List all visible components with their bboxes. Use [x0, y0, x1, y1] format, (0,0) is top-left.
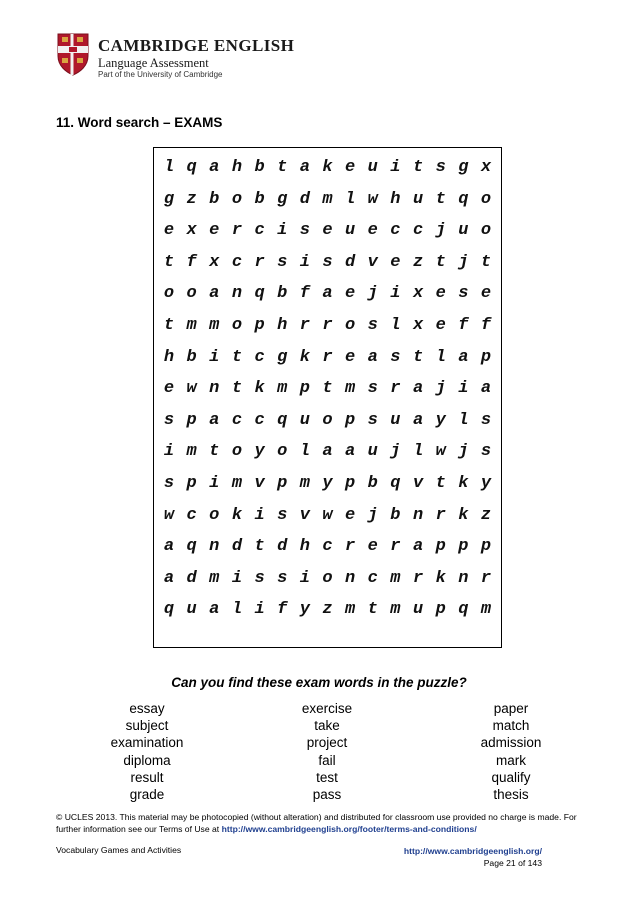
grid-letter: k — [458, 474, 469, 493]
grid-letter: j — [367, 284, 378, 304]
grid-letter: a — [163, 568, 175, 588]
grid-letter: n — [209, 537, 220, 557]
grid-letter: l — [163, 158, 175, 177]
grid-letter: g — [458, 158, 469, 177]
grid-letter: x — [186, 221, 197, 241]
grid-letter: t — [231, 379, 243, 399]
grid-letter: j — [458, 442, 469, 462]
copyright-text: © UCLES 2013. This material may be photocopied (without alteration) and distributed for classroom use provided no charge is made. For further information see our Terms of Use at — [56, 812, 577, 834]
grid-letter: c — [231, 410, 243, 430]
word-item: test — [316, 769, 338, 785]
grid-letter: t — [367, 600, 378, 620]
grid-letter: a — [299, 158, 310, 177]
grid-letter: b — [254, 158, 265, 177]
grid-letter: q — [277, 410, 288, 430]
grid-letter: q — [458, 189, 469, 209]
grid-letter: a — [209, 284, 220, 304]
grid-letter: o — [231, 316, 243, 335]
grid-letter: c — [254, 221, 265, 241]
grid-letter: e — [390, 252, 401, 272]
grid-letter: d — [231, 537, 243, 557]
grid-letter: h — [390, 189, 401, 209]
word-item: qualify — [491, 769, 531, 785]
grid-letter: c — [390, 221, 401, 241]
grid-letter: l — [231, 600, 243, 620]
word-item: result — [130, 769, 164, 785]
grid-row — [160, 437, 495, 467]
grid-letter: t — [322, 379, 333, 399]
grid-letter: e — [480, 284, 492, 304]
grid-letter: u — [412, 600, 424, 620]
grid-letter: p — [186, 410, 197, 430]
grid-letter: c — [367, 568, 378, 588]
grid-letter: p — [435, 600, 446, 620]
grid-letter: e — [367, 537, 378, 557]
grid-letter: v — [367, 252, 378, 272]
grid-letter: p — [345, 410, 356, 430]
grid-row — [160, 406, 495, 436]
grid-letter: n — [345, 568, 356, 588]
word-item: examination — [110, 735, 184, 751]
grid-letter: k — [231, 505, 243, 525]
grid-letter: h — [231, 158, 243, 177]
grid-letter: d — [277, 537, 288, 557]
grid-letter: n — [231, 284, 243, 304]
grid-letter: s — [254, 568, 265, 588]
grid-letter: a — [412, 379, 424, 399]
grid-letter: n — [412, 505, 424, 525]
grid-letter: g — [277, 347, 288, 367]
grid-letter: a — [209, 410, 220, 430]
grid-letter: s — [163, 410, 175, 430]
grid-letter: s — [277, 568, 288, 588]
grid-letter: i — [209, 347, 220, 367]
grid-letter: e — [435, 316, 446, 335]
grid-letter: o — [231, 442, 243, 462]
grid-letter: q — [186, 158, 197, 177]
grid-letter: e — [345, 284, 356, 304]
grid-letter: c — [231, 252, 243, 272]
word-item: mark — [496, 752, 526, 768]
grid-letter: w — [367, 189, 378, 209]
grid-letter: s — [390, 347, 401, 367]
grid-letter: i — [458, 379, 469, 399]
grid-letter: i — [299, 252, 310, 272]
grid-letter: r — [299, 316, 310, 335]
grid-letter: s — [480, 442, 492, 462]
grid-letter: c — [412, 221, 424, 241]
word-item: paper — [493, 701, 529, 716]
grid-letter: j — [435, 379, 446, 399]
grid-letter: a — [322, 442, 333, 462]
grid-letter: w — [186, 379, 197, 399]
grid-letter: j — [367, 505, 378, 525]
grid-letter: s — [458, 284, 469, 304]
grid-letter: e — [367, 221, 378, 241]
grid-letter: n — [209, 379, 220, 399]
grid-letter: v — [412, 474, 424, 493]
grid-letter: m — [186, 442, 197, 462]
grid-letter: e — [163, 379, 175, 399]
grid-letter: q — [163, 600, 175, 620]
grid-letter: y — [435, 410, 446, 430]
grid-letter: m — [345, 379, 356, 399]
grid-letter: t — [435, 252, 446, 272]
grid-letter: q — [186, 537, 197, 557]
word-item: essay — [129, 701, 165, 716]
grid-letter: g — [277, 189, 288, 209]
grid-letter: a — [345, 442, 356, 462]
grid-letter: b — [390, 505, 401, 525]
grid-letter: e — [345, 158, 356, 177]
footer-right — [404, 845, 542, 869]
grid-letter: s — [277, 505, 288, 525]
grid-letter: b — [277, 284, 288, 304]
grid-letter: m — [299, 474, 310, 493]
grid-letter: t — [163, 252, 175, 272]
grid-letter: q — [458, 600, 469, 620]
grid-row — [160, 185, 495, 215]
grid-letter: s — [367, 379, 378, 399]
grid-letter: t — [254, 537, 265, 557]
copyright-notice — [56, 811, 596, 835]
grid-letter: u — [345, 221, 356, 241]
word-search-grid — [153, 147, 502, 648]
grid-letter: h — [277, 316, 288, 335]
grid-letter: t — [412, 158, 424, 177]
grid-letter: u — [367, 158, 378, 177]
grid-letter: r — [435, 505, 446, 525]
grid-letter: m — [345, 600, 356, 620]
grid-letter: u — [390, 410, 401, 430]
grid-letter: q — [254, 284, 265, 304]
grid-letter: d — [186, 568, 197, 588]
grid-letter: r — [322, 347, 333, 367]
grid-letter: u — [299, 410, 310, 430]
grid-letter: m — [209, 568, 220, 588]
grid-letter: f — [186, 252, 197, 272]
word-column-3 — [436, 700, 586, 803]
word-item: grade — [129, 787, 165, 803]
grid-letter: z — [412, 252, 424, 272]
grid-letter: m — [186, 316, 197, 335]
grid-letter: i — [254, 600, 265, 620]
grid-letter: a — [458, 347, 469, 367]
grid-row — [160, 595, 495, 625]
grid-letter: m — [390, 600, 401, 620]
grid-letter: w — [435, 442, 446, 462]
grid-letter: f — [299, 284, 310, 304]
grid-letter: i — [390, 158, 401, 177]
grid-letter: p — [299, 379, 310, 399]
grid-letter: p — [458, 537, 469, 557]
grid-letter: a — [480, 379, 492, 399]
grid-letter: m — [390, 568, 401, 588]
grid-letter: x — [412, 316, 424, 335]
word-item: exercise — [301, 701, 353, 716]
grid-letter: t — [163, 316, 175, 335]
grid-letter: w — [322, 505, 333, 525]
grid-letter: z — [322, 600, 333, 620]
grid-letter: x — [209, 252, 220, 272]
grid-row — [160, 469, 495, 499]
grid-letter: i — [277, 221, 288, 241]
grid-letter: r — [412, 568, 424, 588]
word-item: project — [306, 735, 348, 751]
grid-letter: j — [435, 221, 446, 241]
grid-letter: i — [163, 442, 175, 462]
grid-letter: i — [254, 505, 265, 525]
grid-row — [160, 564, 495, 594]
grid-letter: e — [345, 505, 356, 525]
grid-letter: o — [231, 189, 243, 209]
grid-letter: o — [186, 284, 197, 304]
grid-letter: t — [231, 347, 243, 367]
grid-row — [160, 279, 495, 309]
grid-letter: o — [480, 221, 492, 241]
grid-letter: w — [163, 505, 175, 525]
grid-row — [160, 532, 495, 562]
grid-letter: s — [299, 221, 310, 241]
grid-letter: y — [322, 474, 333, 493]
grid-letter: t — [435, 474, 446, 493]
grid-letter: c — [254, 410, 265, 430]
grid-row — [160, 501, 495, 531]
grid-letter: u — [186, 600, 197, 620]
grid-row — [160, 216, 495, 246]
word-column-2 — [252, 700, 402, 803]
grid-letter: x — [480, 158, 492, 177]
grid-letter: f — [458, 316, 469, 335]
grid-letter: h — [163, 347, 175, 367]
grid-letter: a — [367, 347, 378, 367]
grid-letter: k — [254, 379, 265, 399]
grid-letter: g — [163, 189, 175, 209]
word-item: thesis — [493, 787, 529, 803]
grid-letter: s — [480, 410, 492, 430]
grid-letter: m — [322, 189, 333, 209]
grid-letter: h — [299, 537, 310, 557]
grid-letter: v — [254, 474, 265, 493]
grid-letter: r — [345, 537, 356, 557]
grid-letter: d — [299, 189, 310, 209]
grid-letter: c — [186, 505, 197, 525]
grid-letter: r — [231, 221, 243, 241]
grid-letter: o — [480, 189, 492, 209]
grid-letter: r — [390, 379, 401, 399]
grid-letter: p — [277, 474, 288, 493]
grid-letter: l — [412, 442, 424, 462]
grid-letter: c — [254, 347, 265, 367]
grid-letter: b — [254, 189, 265, 209]
grid-letter: l — [435, 347, 446, 367]
grid-letter: o — [345, 316, 356, 335]
grid-row — [160, 248, 495, 278]
grid-letter: n — [458, 568, 469, 588]
grid-letter: o — [322, 410, 333, 430]
question-prompt: Can you find these exam words in the puzzle? — [171, 675, 467, 690]
grid-letter: o — [209, 505, 220, 525]
grid-letter: a — [322, 284, 333, 304]
footer-website-link[interactable]: http://www.cambridgeenglish.org/ — [403, 846, 542, 856]
cambridge-shield-icon — [56, 32, 90, 76]
grid-row — [160, 311, 495, 341]
word-column-1 — [72, 700, 222, 803]
grid-letter: z — [186, 189, 197, 209]
grid-letter: i — [231, 568, 243, 588]
grid-letter: l — [299, 442, 310, 462]
grid-letter: k — [435, 568, 446, 588]
grid-letter: v — [299, 505, 310, 525]
word-item: take — [314, 718, 340, 734]
page-number: Page 21 of 143 — [483, 858, 542, 868]
word-item: pass — [312, 787, 342, 803]
grid-letter: m — [209, 316, 220, 335]
grid-letter: e — [163, 221, 175, 241]
grid-letter: o — [322, 568, 333, 588]
grid-letter: p — [186, 474, 197, 493]
grid-letter: i — [390, 284, 401, 304]
grid-letter: u — [458, 221, 469, 241]
grid-letter: a — [209, 600, 220, 620]
grid-letter: y — [254, 442, 265, 462]
grid-letter: k — [299, 347, 310, 367]
grid-letter: b — [186, 347, 197, 367]
grid-letter: q — [390, 474, 401, 493]
grid-letter: t — [480, 252, 492, 272]
word-item: diploma — [123, 752, 171, 768]
grid-letter: i — [209, 474, 220, 493]
grid-letter: e — [322, 221, 333, 241]
grid-letter: s — [367, 316, 378, 335]
grid-letter: y — [299, 600, 310, 620]
page-title: 11. Word search – EXAMS — [56, 115, 223, 130]
grid-row — [160, 153, 495, 183]
grid-letter: i — [299, 568, 310, 588]
grid-letter: j — [458, 252, 469, 272]
grid-letter: p — [480, 537, 492, 557]
grid-letter: e — [435, 284, 446, 304]
grid-row — [160, 343, 495, 373]
grid-letter: d — [345, 252, 356, 272]
grid-letter: a — [412, 410, 424, 430]
grid-letter: s — [163, 474, 175, 493]
grid-letter: r — [480, 568, 492, 588]
grid-letter: l — [345, 189, 356, 209]
grid-letter: r — [322, 316, 333, 335]
word-item: admission — [480, 735, 542, 751]
brand-subtitle: Language Assessment — [98, 56, 209, 70]
grid-letter: m — [231, 474, 243, 493]
grid-letter: p — [345, 474, 356, 493]
grid-letter: p — [254, 316, 265, 335]
grid-letter: y — [480, 474, 492, 493]
grid-letter: o — [163, 284, 175, 304]
grid-letter: e — [209, 221, 220, 241]
grid-letter: a — [163, 537, 175, 557]
grid-row — [160, 374, 495, 404]
grid-letter: s — [367, 410, 378, 430]
grid-letter: m — [480, 600, 492, 620]
grid-letter: p — [435, 537, 446, 557]
grid-letter: l — [458, 410, 469, 430]
word-item: fail — [318, 752, 336, 768]
terms-of-use-link[interactable]: http://www.cambridgeenglish.org/footer/terms-and-conditions/ — [221, 824, 477, 834]
brand-name: CAMBRIDGE ENGLISH — [98, 36, 295, 55]
grid-letter: m — [277, 379, 288, 399]
grid-letter: u — [367, 442, 378, 462]
grid-letter: z — [480, 505, 492, 525]
grid-letter: t — [277, 158, 288, 177]
word-item: match — [492, 718, 530, 734]
grid-letter: t — [209, 442, 220, 462]
grid-letter: s — [277, 252, 288, 272]
grid-letter: s — [322, 252, 333, 272]
grid-letter: l — [390, 316, 401, 335]
brand-tagline: Part of the University of Cambridge — [98, 70, 223, 79]
grid-letter: a — [209, 158, 220, 177]
word-item: subject — [125, 718, 169, 734]
grid-letter: k — [322, 158, 333, 177]
grid-letter: j — [390, 442, 401, 462]
grid-letter: r — [254, 252, 265, 272]
grid-letter: k — [458, 505, 469, 525]
grid-letter: r — [390, 537, 401, 557]
grid-letter: t — [412, 347, 424, 367]
grid-letter: f — [480, 316, 492, 335]
grid-letter: u — [412, 189, 424, 209]
grid-letter: e — [345, 347, 356, 367]
grid-letter: x — [412, 284, 424, 304]
grid-letter: p — [480, 347, 492, 367]
grid-letter: s — [435, 158, 446, 177]
grid-letter: b — [209, 189, 220, 209]
grid-letter: f — [277, 600, 288, 620]
footer-book-title: Vocabulary Games and Activities — [56, 845, 182, 855]
grid-letter: c — [322, 537, 333, 557]
grid-letter: t — [435, 189, 446, 209]
grid-letter: a — [412, 537, 424, 557]
grid-letter: b — [367, 474, 378, 493]
grid-letter: o — [277, 442, 288, 462]
cambridge-english-logo — [56, 32, 296, 78]
